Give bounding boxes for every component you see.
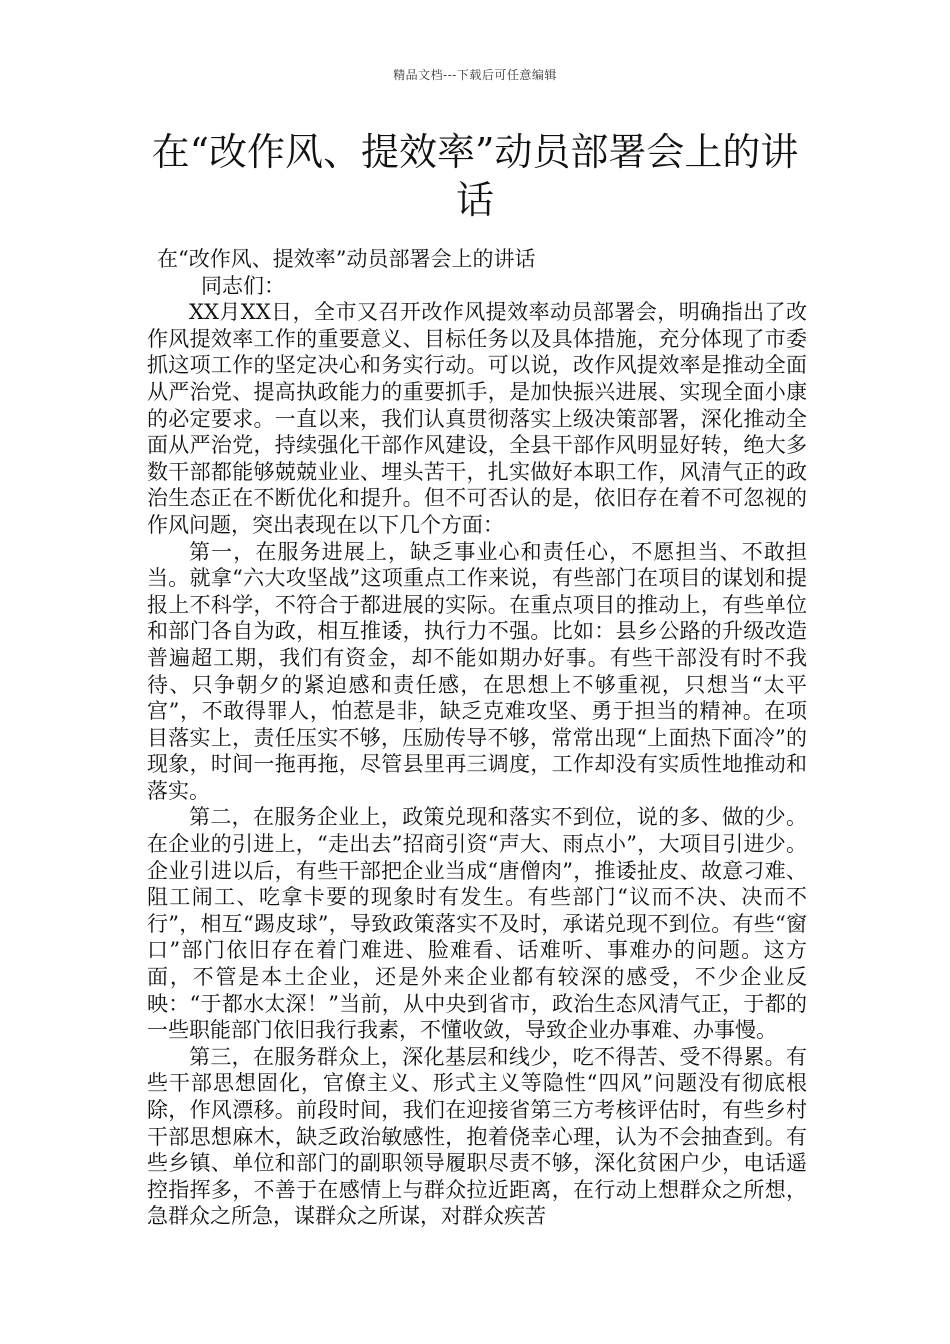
document-subtitle: 在“改作风、提效率”动员部署会上的讲话 <box>157 247 536 271</box>
paragraph-second: 第二，在服务企业上，政策兑现和落实不到位，说的多、做的少。在企业的引进上，“走出去”招商引资“声大、雨点小”，大项目引进少。企业引进以后，有些干部把企业当成“唐僧肉”，推诿扯皮、故意刁难、阻工闹工、吃拿卡要的现象时有发生。有些部门“议而不决、决而不行”，相互“踢皮球”，导致政策落实不及时，承诺兑现不到位。有些“窗口”部门依旧存在着门难进、脸难看、话难听、事难办的问题。这方面，不管是本土企业，还是外来企业都有较深的感受，不少企业反映：“于都水太深！”当前，从中央到省市，政治生态风清气正，于都的一些职能部门依旧我行我素，不懂收敛，导致企业办事难、办事慢。 <box>147 805 807 1043</box>
document-title: 在“改作风、提效率”动员部署会上的讲话 <box>151 130 799 222</box>
paragraph-third: 第三，在服务群众上，深化基层和线少，吃不得苦、受不得累。有些干部思想固化，官僚主义、形式主义等隐性“四风”问题没有彻底根除，作风漂移。前段时间，我们在迎接省第三方考核评估时，有些乡村干部思想麻木，缺乏政治敏感性，抱着侥幸心理，认为不会抽查到。有些乡镇、单位和部门的副职领导履职尽责不够，深化贫困户少，电话遥控指挥多，不善于在感情上与群众拉近距离，在行动上想群众之所想，急群众之所急，谋群众之所谋，对群众疾苦 <box>147 1044 807 1229</box>
page-header: 精品文档---下载后可任意编辑 <box>393 68 557 82</box>
paragraph-first: 第一，在服务进展上，缺乏事业心和责任心，不愿担当、不敢担当。就拿“六大攻坚战”这项重点工作来说，有些部门在项目的谋划和提报上不科学，不符合于都进展的实际。在重点项目的推动上，有些单位和部门各自为政，相互推诿，执行力不强。比如：县乡公路的升级改造普遍超工期，我们有资金，却不能如期办好事。有些干部没有时不我待、只争朝夕的紧迫感和责任感，在思想上不够重视，只想当“太平宫”，不敢得罪人，怕惹是非，缺乏克难攻坚、勇于担当的精神。在项目落实上，责任压实不够，压励传导不够，常常出现“上面热下面冷”的现象，时间一拖再拖，尽管县里再三调度，工作却没有实质性地推动和落实。 <box>147 539 807 803</box>
paragraph-intro: XX月XX日，全市又召开改作风提效率动员部署会，明确指出了改作风提效率工作的重要意义、目标任务以及具体措施，充分体现了市委抓这项工作的坚定决心和务实行动。可以说，改作风提效率是推动全面从严治党、提高执政能力的重要抓手，是加快振兴进展、实现全面小康的必定要求。一直以来，我们认真贯彻落实上级决策部署，深化推动全面从严治党，持续强化干部作风建设，全县干部作风明显好转，绝大多数干部都能够兢兢业业、埋头苦干，扎实做好本职工作，风清气正的政治生态正在不断优化和提升。但不可否认的是，依旧存在着不可忽视的作风问题，突出表现在以下几个方面： <box>147 300 807 537</box>
salutation: 同志们： <box>201 273 285 298</box>
document-body <box>147 246 807 1230</box>
